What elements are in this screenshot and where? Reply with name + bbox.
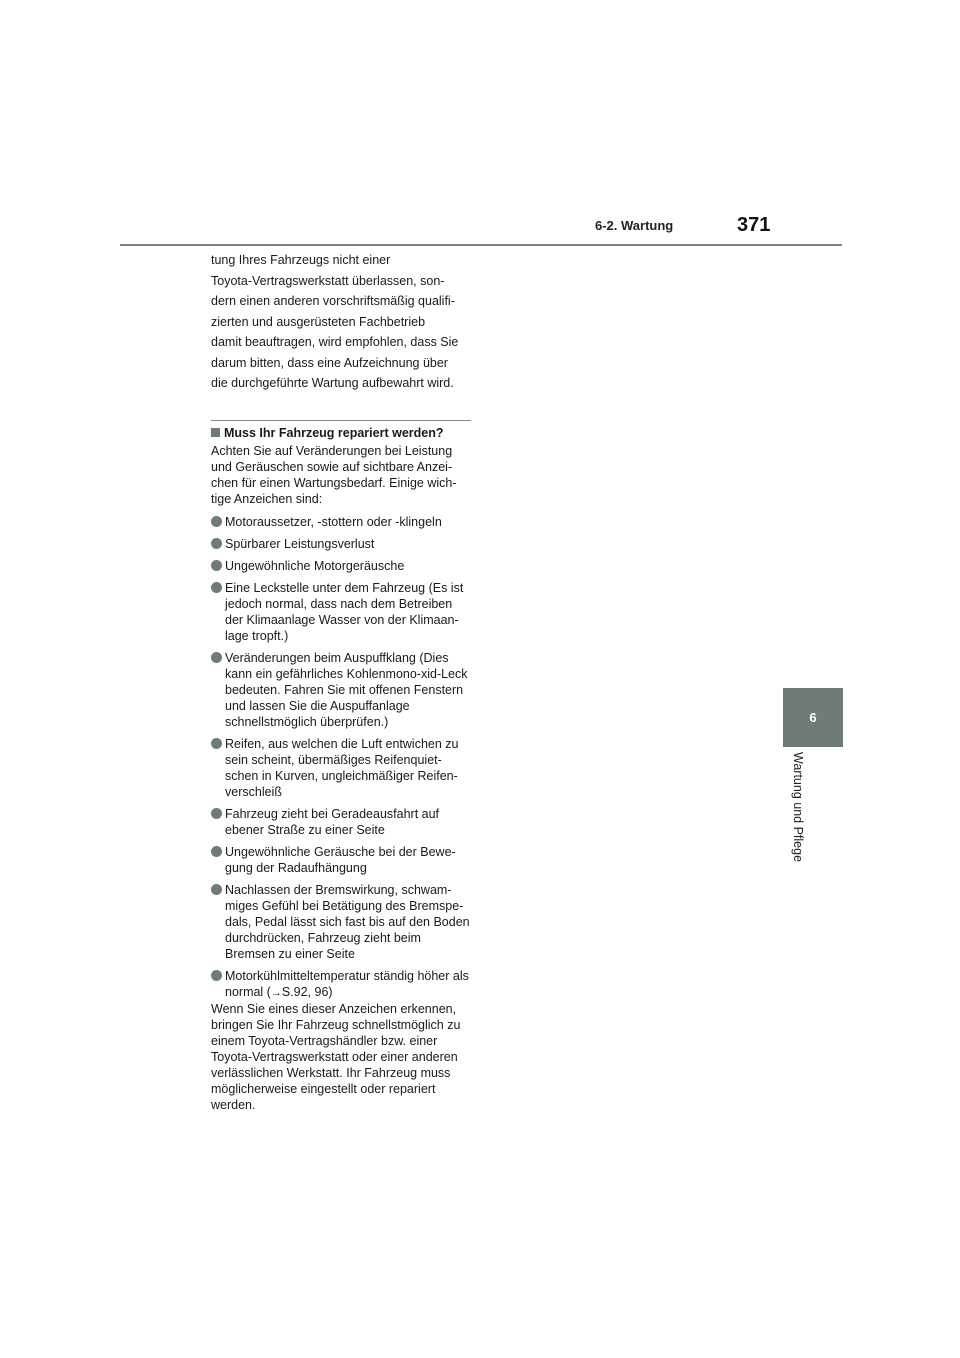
list-item [211,536,471,552]
circle-bullet-icon [211,516,222,527]
list-item [211,650,471,730]
circle-bullet-icon [211,560,222,571]
list-item-text [225,968,471,1001]
intro-line: dern einen anderen vorschriftsmäßig qualifi- [211,294,455,308]
header-divider [120,244,842,246]
list-item-text: Nachlassen der Bremswirkung, schwam-miges Gefühl bei Betätigung des Bremspe-dals, Pedal lässt sich fast bis auf den Boden durchdrücken, Fahrzeug zieht beim Bremsen zu einer Seite [225,882,470,961]
intro-line: damit beauftragen, wird empfohlen, dass Sie [211,335,459,349]
list-item [211,968,471,1001]
chapter-number: 6 [809,710,817,725]
intro-line: darum bitten, dass eine Aufzeichnung über [211,355,448,370]
main-content [211,250,471,1120]
list-item-text: Veränderungen beim Auspuffklang (Dies kann ein gefährliches Kohlenmono-xid-Leck bedeuten. Fahren Sie mit offenen Fenstern und lassen Sie die Auspuffanlage schnellstmöglich überprüfen.) [225,650,468,729]
circle-bullet-icon [211,970,222,981]
list-item-text: Ungewöhnliche Geräusche bei der Bewe-gung der Radaufhängung [225,844,456,875]
list-item [211,882,471,962]
list-item-text-main: Motorkühlmitteltemperatur ständig höher als normal ( [225,968,469,999]
arrow-right-icon: → [270,986,282,999]
circle-bullet-icon [211,738,222,749]
list-item [211,514,471,530]
circle-bullet-icon [211,884,222,895]
list-item [211,736,471,800]
page-number: 371 [737,214,771,236]
circle-bullet-icon [211,846,222,857]
list-item-text: Ungewöhnliche Motorgeräusche [225,558,405,573]
list-item [211,844,471,876]
list-item-text: Reifen, aus welchen die Luft entwichen zu sein scheint, übermäßiges Reifenquiet-schen in Kurven, ungleichmäßiger Reifen-verschleiß [225,736,459,799]
intro-paragraph [211,250,471,394]
circle-bullet-icon [211,808,222,819]
section-heading-text: Muss Ihr Fahrzeug repariert werden? [224,425,444,440]
section-divider [211,420,471,421]
list-item [211,558,471,574]
page-reference-link[interactable]: S.92, 96) [281,984,333,999]
section-paragraph: Achten Sie auf Veränderungen bei Leistung und Geräuschen sowie auf sichtbare Anzei-chen für einen Wartungsbedarf. Einige wich-tige Anzeichen sind: [211,443,457,506]
intro-line: die durchgeführte Wartung aufbewahrt wird. [211,376,454,390]
section-label: 6-2. Wartung [595,218,674,233]
symptom-list [211,514,471,1001]
list-item-text: Eine Leckstelle unter dem Fahrzeug (Es ist jedoch normal, dass nach dem Betreiben der Klimaanlage Wasser von der Klimaan-lage tropft.) [225,580,464,643]
circle-bullet-icon [211,652,222,663]
circle-bullet-icon [211,582,222,593]
list-item-text: Spürbarer Leistungsverlust [225,536,375,551]
chapter-tab [783,688,843,747]
list-item [211,806,471,838]
list-item-text: Fahrzeug zieht bei Geradeausfahrt auf ebener Straße zu einer Seite [225,806,440,837]
circle-bullet-icon [211,538,222,549]
list-item-text: Motoraussetzer, -stottern oder -klingeln [225,514,442,529]
intro-line: zierten und ausgerüsteten Fachbetrieb [211,314,426,329]
section-heading [211,425,471,441]
closing-paragraph: Wenn Sie eines dieser Anzeichen erkennen, bringen Sie Ihr Fahrzeug schnellstmöglich zu einem Toyota-Vertragshändler bzw. einer Toyota-Vertragswerkstatt oder einer anderen verlässlichen Werkstatt. Ihr Fahrzeug muss möglicherweise eingestellt oder repariert werden. [211,1001,461,1112]
intro-line: tung Ihres Fahrzeugs nicht einer [211,253,391,267]
square-bullet-icon [211,428,220,437]
intro-line: Toyota-Vertragswerkstatt überlassen, son- [211,273,445,288]
chapter-title: Wartung und Pflege [791,752,805,863]
list-item [211,580,471,644]
